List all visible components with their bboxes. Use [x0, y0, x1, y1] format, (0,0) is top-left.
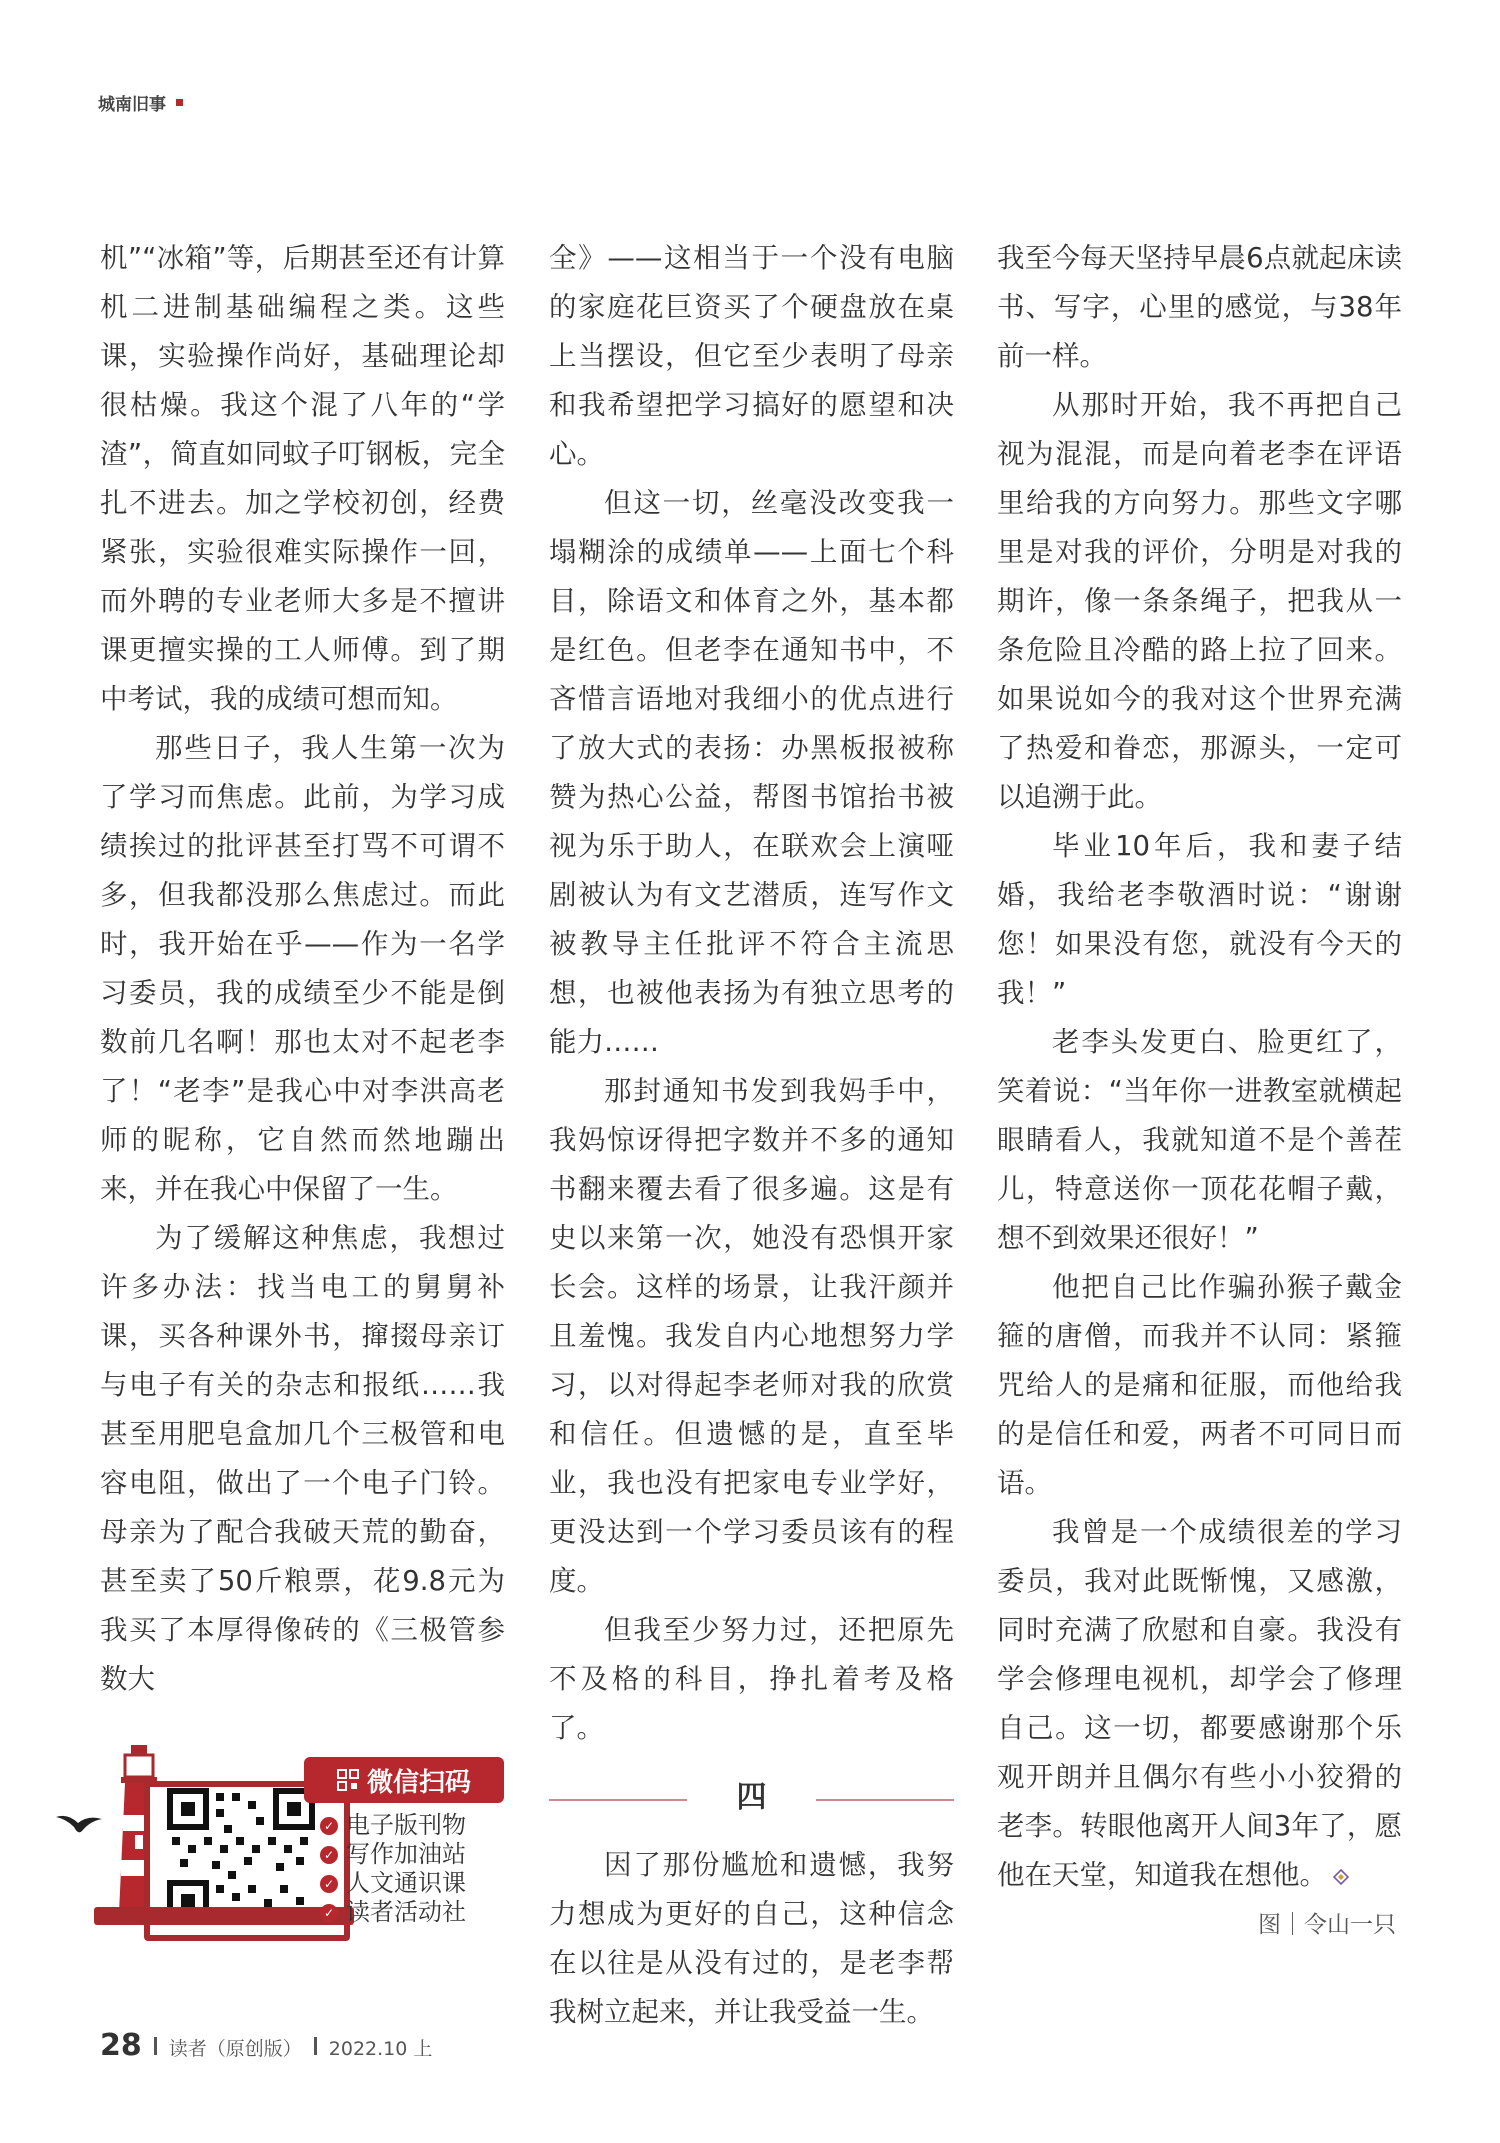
paragraph: 他把自己比作骗孙猴子戴金箍的唐僧，而我并不认同：紧箍咒给人的是痛和征服，而他给我的是信任和爱，两者不可同日而语。	[997, 1271, 1402, 1499]
illustration-credit: 图｜令山一只	[1258, 1912, 1396, 1938]
promo-list	[320, 1811, 466, 1927]
paragraph: 但这一切，丝毫没改变我一塌糊涂的成绩单——上面七个科目，除语文和体育之外，基本都是红色。但老李在通知书中，不吝惜言语地对我细小的优点进行了放大式的表扬：办黑板报被称赞为热心公益，帮图书馆抬书被视为乐于助人，在联欢会上演哑剧被认为有文艺潜质，连写作文被教导主任批评不符合主流思想，也被他表扬为有独立思考的能力……	[549, 487, 954, 1058]
footer-separator	[314, 2037, 317, 2055]
paragraph: 那些日子，我人生第一次为了学习而焦虑。此前，为学习成绩挨过的批评甚至打骂不可谓不多，但我都没那么焦虑过。而此时，我开始在乎——作为一名学习委员，我的成绩至少不能是倒数前几名啊！那也太对不起老李了！“老李”是我心中对李洪高老师的昵称，它自然而然地蹦出来，并在我心中保留了一生。	[100, 732, 505, 1205]
chapter-divider	[549, 1769, 954, 1829]
promo-item	[320, 1811, 466, 1840]
promo-item-label: 电子版刊物	[346, 1811, 466, 1839]
check-icon: ✓	[320, 1846, 338, 1864]
promo-item-label: 写作加油站	[346, 1840, 466, 1868]
paragraph: 那封通知书发到我妈手中，我妈惊讶得把字数并不多的通知书翻来覆去看了很多遍。这是有史以来第一次，她没有恐惧开家长会。这样的场景，让我汗颜并且羞愧。我发自内心地想努力学习，以对得起李老师对我的欣赏和信任。但遗憾的是，直至毕业，我也没有把家电专业学好，更没达到一个学习委员该有的程度。	[549, 1075, 954, 1597]
promo-base	[94, 1907, 354, 1925]
paragraph: 但我至少努力过，还把原先不及格的科目，挣扎着考及格了。	[549, 1614, 954, 1744]
promo-item-label: 人文通识课	[346, 1869, 466, 1897]
promo-item	[320, 1869, 466, 1898]
promo-item	[320, 1898, 466, 1927]
check-icon: ✓	[320, 1875, 338, 1893]
paragraph: 从那时开始，我不再把自己视为混混，而是向着老李在评语里给我的方向努力。那些文字哪里是对我的评价，分明是对我的期许，像一条条绳子，把我从一条危险且冷酷的路上拉了回来。如果说如今的我对这个世界充满了热爱和眷恋，那源头，一定可以追溯于此。	[997, 389, 1402, 813]
scan-label: 微信扫码	[366, 1767, 471, 1798]
paragraph: 机”“冰箱”等，后期甚至还有计算机二进制基础编程之类。这些课，实验操作尚好，基础理论却很枯燥。我这个混了八年的“学渣”，简直如同蚊子叮钢板，完全扎不进去。加之学校初创，经费紧张，实验很难实际操作一回，而外聘的专业老师大多是不擅讲课更擅实操的工人师傅。到了期中考试，我的成绩可想而知。	[100, 242, 505, 715]
scan-icon	[337, 1769, 359, 1791]
bird-icon	[54, 1809, 104, 1839]
page-number: 28	[100, 2028, 142, 2063]
footer-separator	[154, 2037, 157, 2055]
paragraph: 老李头发更白、脸更红了，笑着说：“当年你一进教室就横起眼睛看人，我就知道不是个善茬儿，特意送你一顶花花帽子戴，想不到效果还很好！”	[997, 1026, 1402, 1254]
paragraph: 为了缓解这种焦虑，我想过许多办法：找当电工的舅舅补课，买各种课外书，撺掇母亲订与电子有关的杂志和报纸……我甚至用肥皂盒加几个三极管和电容电阻，做出了一个电子门铃。母亲为了配合我破天荒的勤奋，甚至卖了50斤粮票，花9.8元为我买了本厚得像砖的《三极管参数大	[100, 1222, 505, 1695]
wechat-promo	[54, 1745, 504, 1941]
magazine-name: 读者（原创版）	[168, 2038, 302, 2060]
paragraph: 因了那份尴尬和遗憾，我努力想成为更好的自己，这种信念在以往是从没有过的，是老李帮我树立起来，并让我受益一生。	[549, 1849, 954, 2028]
wechat-scan-badge[interactable]	[304, 1757, 504, 1803]
section-title: 城南旧事	[98, 95, 166, 115]
page-footer	[100, 2028, 432, 2063]
paragraph: 毕业10年后，我和妻子结婚，我给老李敬酒时说：“谢谢您！如果没有您，就没有今天的我！”	[997, 830, 1402, 1009]
check-icon: ✓	[320, 1904, 338, 1922]
end-mark-icon	[1333, 1869, 1349, 1885]
promo-item	[320, 1840, 466, 1869]
check-icon: ✓	[320, 1817, 338, 1835]
chapter-number: 四	[736, 1780, 767, 1815]
paragraph-text: 我曾是一个成绩很差的学习委员，我对此既惭愧，又感激，同时充满了欣慰和自豪。我没有学会修理电视机，却学会了修理自己。这一切，都要感谢那个乐观开朗并且偶尔有些小小狡猾的老李。转眼他离开人间3年了，愿他在天堂，知道我在想他。	[997, 1516, 1402, 1891]
divider-rule-right	[816, 1799, 954, 1801]
article-column-3	[997, 234, 1402, 1900]
article-column-1	[100, 234, 505, 1704]
paragraph: 全》——这相当于一个没有电脑的家庭花巨资买了个硬盘放在桌上当摆设，但它至少表明了母亲和我希望把学习搞好的愿望和决心。	[549, 242, 954, 470]
section-tag	[98, 90, 183, 115]
paragraph-last	[997, 1508, 1402, 1900]
promo-item-label: 读者活动社	[346, 1898, 466, 1926]
article-column-2	[549, 234, 954, 2037]
qr-code-icon	[150, 1787, 332, 1923]
section-marker	[176, 99, 183, 106]
issue-label: 2022.10 上	[328, 2038, 433, 2060]
paragraph: 我至今每天坚持早晨6点就起床读书、写字，心里的感觉，与38年前一样。	[997, 242, 1402, 372]
